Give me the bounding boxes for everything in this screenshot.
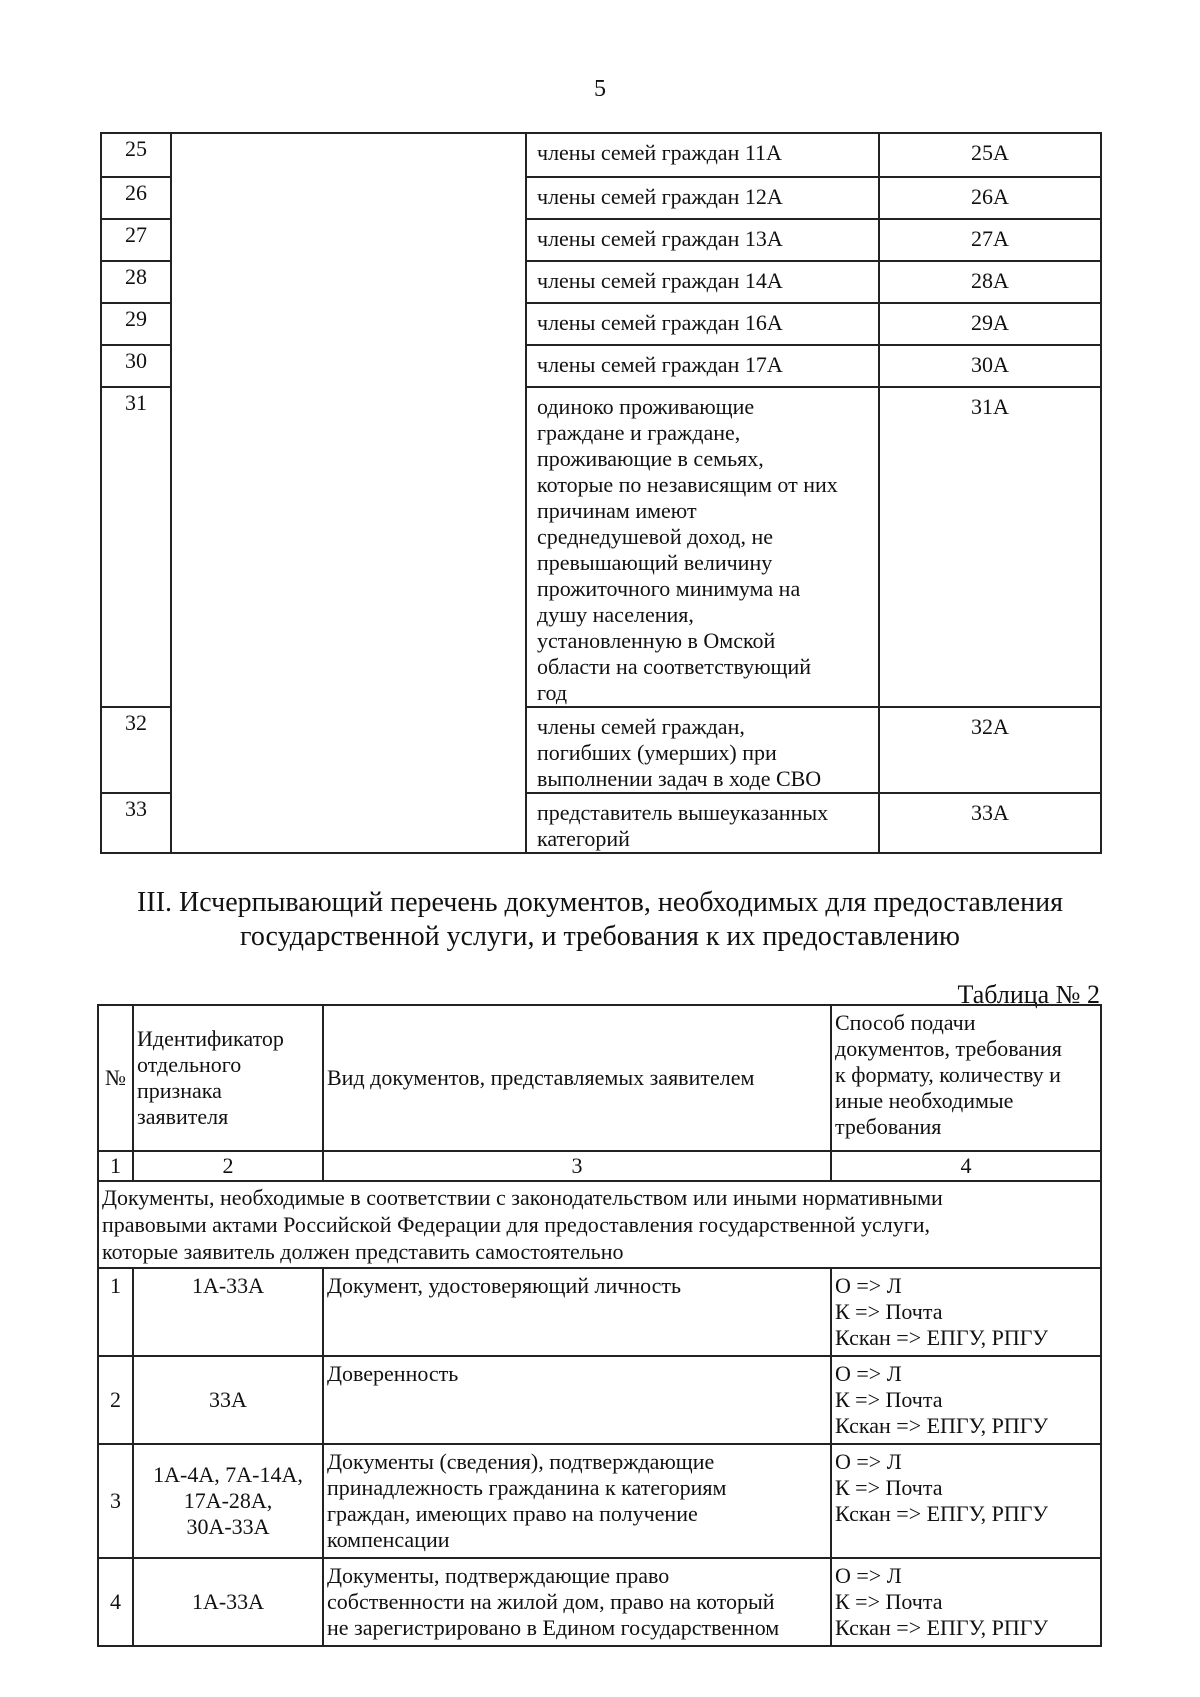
- header-identifier: [133, 1005, 323, 1151]
- text-line: год: [537, 680, 568, 705]
- row-number: 32: [101, 707, 171, 793]
- header-document-type: Вид документов, представляемых заявителем: [323, 1005, 831, 1151]
- text-line: компенсации: [327, 1527, 450, 1552]
- table-row: [98, 1558, 1101, 1646]
- method-cell: [831, 1444, 1101, 1558]
- text-line: погибших (умерших) при: [537, 740, 777, 765]
- text-line: К => Почта: [835, 1475, 943, 1500]
- identifier-cell: 30А: [879, 345, 1101, 387]
- section-heading-line: государственной услуги, и требования к их предоставлению: [240, 921, 960, 952]
- row-number: 33: [101, 793, 171, 853]
- identifier-cell: 33А: [879, 793, 1101, 853]
- text-line: которые заявитель должен представить самостоятельно: [102, 1239, 624, 1264]
- documents-table: [97, 1004, 1102, 1647]
- category-cell: члены семей граждан 14А: [526, 261, 879, 303]
- column-number: 3: [323, 1151, 831, 1181]
- categories-table-continued: [100, 132, 1102, 854]
- text-line: иные необходимые: [835, 1088, 1014, 1113]
- text-line: категорий: [537, 826, 630, 851]
- text-line: 30А-33А: [186, 1514, 270, 1539]
- text-line: К => Почта: [835, 1387, 943, 1412]
- merged-empty-cell: [171, 133, 526, 853]
- table-caption: Таблица № 2: [957, 980, 1100, 1009]
- text-line: О => Л: [835, 1273, 902, 1298]
- category-cell: [526, 707, 879, 793]
- column-number: 2: [133, 1151, 323, 1181]
- identifier-cell: 26А: [879, 177, 1101, 219]
- text-line: одиноко проживающие: [537, 394, 755, 419]
- identifier-cell: 1А-33А: [133, 1558, 323, 1646]
- text-line: принадлежность гражданина к категориям: [327, 1475, 727, 1500]
- text-line: члены семей граждан,: [537, 714, 745, 739]
- row-number: 29: [101, 303, 171, 345]
- identifier-cell: 27А: [879, 219, 1101, 261]
- text-line: к формату, количеству и: [835, 1062, 1061, 1087]
- section-heading-line: III. Исчерпывающий перечень документов, необходимых для предоставления: [137, 887, 1063, 918]
- text-line: Документы, необходимые в соответствии с законодательством или иными нормативными: [102, 1185, 943, 1210]
- column-number: 4: [831, 1151, 1101, 1181]
- text-line: правовыми актами Российской Федерации для предоставления государственной услуги,: [102, 1212, 930, 1237]
- column-numbers-row: [98, 1151, 1101, 1181]
- text-line: 1А-4А, 7А-14А,: [153, 1462, 303, 1487]
- identifier-cell: 32А: [879, 707, 1101, 793]
- text-line: граждане и граждане,: [537, 420, 741, 445]
- document-cell: Доверенность: [323, 1356, 831, 1444]
- identifier-cell: 1А-33А: [133, 1268, 323, 1356]
- row-number: 2: [98, 1356, 133, 1444]
- text-line: превышающий величину: [537, 550, 773, 575]
- category-cell: [526, 793, 879, 853]
- text-line: причинам имеют: [537, 498, 697, 523]
- row-number: 31: [101, 387, 171, 707]
- text-line: выполнении задач в ходе СВО: [537, 766, 822, 791]
- table-row: [98, 1356, 1101, 1444]
- text-line: 17А-28А,: [183, 1488, 273, 1513]
- text-line: К => Почта: [835, 1299, 943, 1324]
- category-cell: члены семей граждан 13А: [526, 219, 879, 261]
- header-number: №: [98, 1005, 133, 1151]
- text-line: отдельного: [137, 1052, 242, 1077]
- text-line: документов, требования: [835, 1036, 1062, 1061]
- text-line: собственности на жилой дом, право на который: [327, 1589, 775, 1614]
- column-number: 1: [98, 1151, 133, 1181]
- text-line: О => Л: [835, 1361, 902, 1386]
- text-line: О => Л: [835, 1563, 902, 1588]
- row-number: 1: [98, 1268, 133, 1356]
- table-row: [98, 1268, 1101, 1356]
- text-line: граждан, имеющих право на получение: [327, 1501, 698, 1526]
- text-line: представитель вышеуказанных: [537, 800, 829, 825]
- text-line: К => Почта: [835, 1589, 943, 1614]
- row-number: 3: [98, 1444, 133, 1558]
- text-line: Документы (сведения), подтверждающие: [327, 1449, 715, 1474]
- identifier-cell: 29А: [879, 303, 1101, 345]
- text-line: среднедушевой доход, не: [537, 524, 773, 549]
- method-cell: [831, 1558, 1101, 1646]
- text-line: признака: [137, 1078, 222, 1103]
- identifier-cell: 33А: [133, 1356, 323, 1444]
- row-number: 27: [101, 219, 171, 261]
- category-cell: члены семей граждан 11А: [526, 133, 879, 177]
- category-cell: члены семей граждан 17А: [526, 345, 879, 387]
- text-line: которые по независящим от них: [537, 472, 838, 497]
- document-cell: [323, 1558, 831, 1646]
- identifier-cell: 28А: [879, 261, 1101, 303]
- subheader-cell: [98, 1181, 1101, 1268]
- table-row: [101, 133, 1101, 177]
- category-cell: члены семей граждан 16А: [526, 303, 879, 345]
- method-cell: [831, 1268, 1101, 1356]
- document-cell: Документ, удостоверяющий личность: [323, 1268, 831, 1356]
- text-line: области на соответствующий: [537, 654, 812, 679]
- header-submission-method: [831, 1005, 1101, 1151]
- text-line: Способ подачи: [835, 1010, 976, 1035]
- identifier-cell: 31А: [879, 387, 1101, 707]
- document-cell: [323, 1444, 831, 1558]
- text-line: заявителя: [137, 1104, 229, 1129]
- text-line: Идентификатор: [137, 1026, 284, 1051]
- subheader-row: [98, 1181, 1101, 1268]
- category-cell: [526, 387, 879, 707]
- text-line: Кскан => ЕПГУ, РПГУ: [835, 1413, 1049, 1438]
- row-number: 25: [101, 133, 171, 177]
- page-number: 5: [594, 76, 606, 102]
- row-number: 30: [101, 345, 171, 387]
- text-line: душу населения,: [537, 602, 694, 627]
- text-line: прожиточного минимума на: [537, 576, 801, 601]
- category-cell: члены семей граждан 12А: [526, 177, 879, 219]
- text-line: Кскан => ЕПГУ, РПГУ: [835, 1615, 1049, 1640]
- text-line: Документы, подтверждающие право: [327, 1563, 670, 1588]
- text-line: Кскан => ЕПГУ, РПГУ: [835, 1501, 1049, 1526]
- text-line: установленную в Омской: [537, 628, 776, 653]
- text-line: проживающие в семьях,: [537, 446, 764, 471]
- text-line: требования: [835, 1114, 942, 1139]
- row-number: 26: [101, 177, 171, 219]
- table-row: [98, 1444, 1101, 1558]
- identifier-cell: 25А: [879, 133, 1101, 177]
- table-header-row: [98, 1005, 1101, 1151]
- row-number: 4: [98, 1558, 133, 1646]
- section-heading: [100, 886, 1100, 954]
- text-line: О => Л: [835, 1449, 902, 1474]
- text-line: Кскан => ЕПГУ, РПГУ: [835, 1325, 1049, 1350]
- identifier-cell: [133, 1444, 323, 1558]
- method-cell: [831, 1356, 1101, 1444]
- row-number: 28: [101, 261, 171, 303]
- text-line: не зарегистрировано в Едином государственном: [327, 1615, 780, 1640]
